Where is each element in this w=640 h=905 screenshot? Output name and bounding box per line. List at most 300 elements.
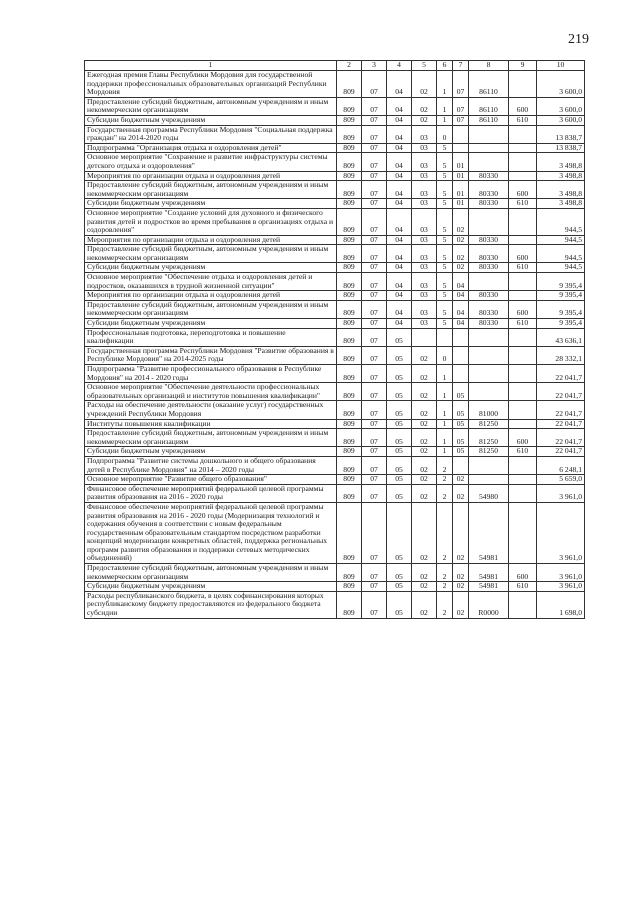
expense-type-code-cell: 600 <box>509 245 537 263</box>
expense-type-code-cell: 610 <box>509 582 537 592</box>
table-row <box>85 582 585 592</box>
target-item-code-cell <box>469 456 509 474</box>
expense-type-code-cell <box>509 328 537 346</box>
activity-code-cell: 01 <box>453 153 469 171</box>
row-name-cell: Профессиональная подготовка, переподготовка и повышение квалификации <box>85 328 337 346</box>
activity-code-cell: 01 <box>453 171 469 181</box>
target-item-code-cell <box>469 125 509 143</box>
amount-cell: 3 498,8 <box>537 199 585 209</box>
ministry-code-cell: 809 <box>337 153 362 171</box>
program-code-cell: 03 <box>412 319 437 329</box>
expense-type-code-cell: 610 <box>509 447 537 457</box>
amount-cell: 22 041,7 <box>537 419 585 429</box>
row-name-cell: Основное мероприятие "Сохранение и развитие инфраструктуры системы детского отдыха и оздоровления" <box>85 153 337 171</box>
expense-type-code-cell: 600 <box>509 564 537 582</box>
subprogram-code-cell: 1 <box>437 447 453 457</box>
amount-cell: 3 498,8 <box>537 171 585 181</box>
section-code-cell: 07 <box>362 273 387 291</box>
row-name-cell: Предоставление субсидий бюджетным, автономным учреждениям и иным некоммерческим организациям <box>85 300 337 318</box>
row-name-cell: Субсидии бюджетным учреждениям <box>85 199 337 209</box>
target-item-code-cell <box>469 383 509 401</box>
subprogram-code-cell: 5 <box>437 273 453 291</box>
subsection-code-cell: 04 <box>387 199 412 209</box>
subprogram-code-cell: 5 <box>437 263 453 273</box>
target-item-code-cell: 54981 <box>469 502 509 563</box>
program-code-cell <box>412 328 437 346</box>
section-code-cell: 07 <box>362 591 387 618</box>
section-code-cell: 07 <box>362 143 387 153</box>
program-code-cell: 02 <box>412 456 437 474</box>
target-item-code-cell: 86110 <box>469 115 509 125</box>
activity-code-cell: 05 <box>453 383 469 401</box>
expense-type-code-cell: 610 <box>509 199 537 209</box>
section-code-cell: 07 <box>362 115 387 125</box>
expense-type-code-cell: 610 <box>509 115 537 125</box>
section-code-cell: 07 <box>362 291 387 301</box>
subsection-code-cell: 05 <box>387 401 412 419</box>
table-row <box>85 502 585 563</box>
program-code-cell: 02 <box>412 346 437 364</box>
table-row <box>85 328 585 346</box>
activity-code-cell: 04 <box>453 319 469 329</box>
subsection-code-cell: 04 <box>387 171 412 181</box>
amount-cell: 944,5 <box>537 208 585 235</box>
program-code-cell: 02 <box>412 401 437 419</box>
activity-code-cell <box>453 143 469 153</box>
ministry-code-cell: 809 <box>337 429 362 447</box>
expense-type-code-cell <box>509 153 537 171</box>
activity-code-cell: 07 <box>453 115 469 125</box>
section-code-cell: 07 <box>362 319 387 329</box>
table-row <box>85 291 585 301</box>
target-item-code-cell <box>469 273 509 291</box>
activity-code-cell: 05 <box>453 429 469 447</box>
expense-type-code-cell <box>509 143 537 153</box>
ministry-code-cell: 809 <box>337 447 362 457</box>
subprogram-code-cell: 0 <box>437 125 453 143</box>
activity-code-cell: 07 <box>453 97 469 115</box>
expense-type-code-cell <box>509 475 537 485</box>
expense-type-code-cell: 600 <box>509 429 537 447</box>
ministry-code-cell: 809 <box>337 456 362 474</box>
subprogram-code-cell: 0 <box>437 346 453 364</box>
ministry-code-cell: 809 <box>337 235 362 245</box>
target-item-code-cell: 80330 <box>469 181 509 199</box>
program-code-cell: 02 <box>412 383 437 401</box>
subprogram-code-cell: 5 <box>437 291 453 301</box>
table-row <box>85 208 585 235</box>
expense-type-code-cell <box>509 208 537 235</box>
subsection-code-cell: 04 <box>387 235 412 245</box>
table-row <box>85 199 585 209</box>
subsection-code-cell: 05 <box>387 484 412 502</box>
amount-cell: 9 395,4 <box>537 273 585 291</box>
activity-code-cell: 04 <box>453 300 469 318</box>
target-item-code-cell: 86110 <box>469 97 509 115</box>
subsection-code-cell: 05 <box>387 591 412 618</box>
target-item-code-cell <box>469 153 509 171</box>
row-name-cell: Субсидии бюджетным учреждениям <box>85 263 337 273</box>
ministry-code-cell: 809 <box>337 401 362 419</box>
amount-cell: 13 838,7 <box>537 143 585 153</box>
row-name-cell: Субсидии бюджетным учреждениям <box>85 582 337 592</box>
column-header: 7 <box>453 61 469 71</box>
activity-code-cell: 02 <box>453 502 469 563</box>
program-code-cell: 03 <box>412 153 437 171</box>
subsection-code-cell: 05 <box>387 582 412 592</box>
amount-cell: 9 395,4 <box>537 300 585 318</box>
target-item-code-cell: 80330 <box>469 235 509 245</box>
row-name-cell: Мероприятия по организации отдыха и оздоровления детей <box>85 235 337 245</box>
program-code-cell: 02 <box>412 97 437 115</box>
ministry-code-cell: 809 <box>337 419 362 429</box>
subprogram-code-cell: 5 <box>437 319 453 329</box>
subsection-code-cell: 04 <box>387 319 412 329</box>
amount-cell: 43 636,1 <box>537 328 585 346</box>
row-name-cell: Мероприятия по организации отдыха и оздоровления детей <box>85 171 337 181</box>
activity-code-cell: 02 <box>453 208 469 235</box>
target-item-code-cell: 80330 <box>469 245 509 263</box>
ministry-code-cell: 809 <box>337 181 362 199</box>
expense-type-code-cell <box>509 456 537 474</box>
activity-code-cell <box>453 456 469 474</box>
table-row <box>85 401 585 419</box>
ministry-code-cell: 809 <box>337 383 362 401</box>
activity-code-cell: 02 <box>453 582 469 592</box>
expense-type-code-cell: 600 <box>509 181 537 199</box>
row-name-cell: Основное мероприятие "Создание условий для духовного и физического развития детей и подростков во время пребывания в организациях отдыха и оздоровления" <box>85 208 337 235</box>
expense-type-code-cell <box>509 383 537 401</box>
section-code-cell: 07 <box>362 447 387 457</box>
target-item-code-cell: 80330 <box>469 319 509 329</box>
ministry-code-cell: 809 <box>337 245 362 263</box>
header-row <box>85 61 585 71</box>
target-item-code-cell <box>469 475 509 485</box>
expense-type-code-cell: 610 <box>509 319 537 329</box>
subsection-code-cell: 04 <box>387 153 412 171</box>
ministry-code-cell: 809 <box>337 346 362 364</box>
section-code-cell: 07 <box>362 484 387 502</box>
target-item-code-cell <box>469 328 509 346</box>
expense-type-code-cell <box>509 401 537 419</box>
amount-cell: 22 041,7 <box>537 365 585 383</box>
table-row <box>85 71 585 98</box>
table-row <box>85 346 585 364</box>
amount-cell: 3 600,0 <box>537 71 585 98</box>
row-name-cell: Основное мероприятие "Обеспечение деятельности профессиональных образовательных организаций и институтов повышения квалификации" <box>85 383 337 401</box>
program-code-cell: 03 <box>412 273 437 291</box>
ministry-code-cell: 809 <box>337 273 362 291</box>
subprogram-code-cell <box>437 328 453 346</box>
program-code-cell: 03 <box>412 199 437 209</box>
amount-cell: 3 600,0 <box>537 97 585 115</box>
subsection-code-cell: 05 <box>387 383 412 401</box>
section-code-cell: 07 <box>362 125 387 143</box>
row-name-cell: Государственная программа Республики Мордовия "Социальная поддержка граждан" на 2014-2020 годы <box>85 125 337 143</box>
program-code-cell: 02 <box>412 115 437 125</box>
ministry-code-cell: 809 <box>337 199 362 209</box>
section-code-cell: 07 <box>362 235 387 245</box>
ministry-code-cell: 809 <box>337 591 362 618</box>
target-item-code-cell: R0000 <box>469 591 509 618</box>
section-code-cell: 07 <box>362 419 387 429</box>
subprogram-code-cell: 1 <box>437 365 453 383</box>
table-row <box>85 319 585 329</box>
target-item-code-cell: 54981 <box>469 564 509 582</box>
table-row <box>85 484 585 502</box>
row-name-cell: Субсидии бюджетным учреждениям <box>85 115 337 125</box>
target-item-code-cell: 54981 <box>469 582 509 592</box>
row-name-cell: Ежегодная премия Главы Республики Мордовия для государственной поддержки профессиональных образовательных организаций Республики Мордовия <box>85 71 337 98</box>
table-row <box>85 447 585 457</box>
section-code-cell: 07 <box>362 171 387 181</box>
amount-cell: 28 332,1 <box>537 346 585 364</box>
target-item-code-cell: 80330 <box>469 300 509 318</box>
program-code-cell: 02 <box>412 447 437 457</box>
section-code-cell: 07 <box>362 71 387 98</box>
activity-code-cell: 02 <box>453 484 469 502</box>
section-code-cell: 07 <box>362 263 387 273</box>
section-code-cell: 07 <box>362 429 387 447</box>
table-row <box>85 564 585 582</box>
target-item-code-cell: 81250 <box>469 429 509 447</box>
subprogram-code-cell: 5 <box>437 199 453 209</box>
subsection-code-cell: 04 <box>387 273 412 291</box>
section-code-cell: 07 <box>362 300 387 318</box>
table-row <box>85 383 585 401</box>
amount-cell: 5 659,0 <box>537 475 585 485</box>
target-item-code-cell: 80330 <box>469 199 509 209</box>
row-name-cell: Государственная программа Республики Мордовия "Развитие образования в Республике Мордовия" на 2014-2025 годы <box>85 346 337 364</box>
program-code-cell: 03 <box>412 245 437 263</box>
expense-type-code-cell <box>509 591 537 618</box>
expense-type-code-cell: 610 <box>509 263 537 273</box>
subprogram-code-cell: 2 <box>437 564 453 582</box>
activity-code-cell: 02 <box>453 263 469 273</box>
subprogram-code-cell: 2 <box>437 591 453 618</box>
subsection-code-cell: 05 <box>387 328 412 346</box>
ministry-code-cell: 809 <box>337 263 362 273</box>
subsection-code-cell: 04 <box>387 245 412 263</box>
expense-type-code-cell <box>509 235 537 245</box>
program-code-cell: 02 <box>412 475 437 485</box>
amount-cell: 22 041,7 <box>537 383 585 401</box>
section-code-cell: 07 <box>362 401 387 419</box>
amount-cell: 944,5 <box>537 263 585 273</box>
amount-cell: 22 041,7 <box>537 447 585 457</box>
program-code-cell: 03 <box>412 291 437 301</box>
program-code-cell: 02 <box>412 365 437 383</box>
subsection-code-cell: 04 <box>387 143 412 153</box>
subsection-code-cell: 04 <box>387 181 412 199</box>
row-name-cell: Предоставление субсидий бюджетным, автономным учреждениям и иным некоммерческим организациям <box>85 245 337 263</box>
expense-type-code-cell <box>509 71 537 98</box>
section-code-cell: 07 <box>362 181 387 199</box>
section-code-cell: 07 <box>362 456 387 474</box>
subsection-code-cell: 04 <box>387 208 412 235</box>
target-item-code-cell <box>469 143 509 153</box>
ministry-code-cell: 809 <box>337 97 362 115</box>
program-code-cell: 02 <box>412 71 437 98</box>
expense-type-code-cell <box>509 171 537 181</box>
table-row <box>85 475 585 485</box>
section-code-cell: 07 <box>362 208 387 235</box>
subprogram-code-cell: 5 <box>437 208 453 235</box>
activity-code-cell <box>453 125 469 143</box>
subprogram-code-cell: 1 <box>437 115 453 125</box>
ministry-code-cell: 809 <box>337 115 362 125</box>
ministry-code-cell: 809 <box>337 300 362 318</box>
ministry-code-cell: 809 <box>337 582 362 592</box>
program-code-cell: 02 <box>412 502 437 563</box>
program-code-cell: 03 <box>412 125 437 143</box>
activity-code-cell: 04 <box>453 291 469 301</box>
column-header: 2 <box>337 61 362 71</box>
amount-cell: 9 395,4 <box>537 291 585 301</box>
activity-code-cell: 05 <box>453 419 469 429</box>
target-item-code-cell: 80330 <box>469 263 509 273</box>
section-code-cell: 07 <box>362 199 387 209</box>
row-name-cell: Предоставление субсидий бюджетным, автономным учреждениям и иным некоммерческим организациям <box>85 429 337 447</box>
expense-type-code-cell <box>509 365 537 383</box>
amount-cell: 22 041,7 <box>537 401 585 419</box>
program-code-cell: 03 <box>412 235 437 245</box>
expense-type-code-cell <box>509 125 537 143</box>
program-code-cell: 02 <box>412 591 437 618</box>
row-name-cell: Предоставление субсидий бюджетным, автономным учреждениям и иным некоммерческим организациям <box>85 181 337 199</box>
amount-cell: 3 961,0 <box>537 564 585 582</box>
activity-code-cell: 02 <box>453 591 469 618</box>
table-row <box>85 125 585 143</box>
row-name-cell: Подпрограмма "Развитие профессионального образования в Республике Мордовия" на 2014 - 2020 годы <box>85 365 337 383</box>
page-number: 219 <box>568 32 589 47</box>
row-name-cell: Субсидии бюджетным учреждениям <box>85 447 337 457</box>
subprogram-code-cell: 1 <box>437 419 453 429</box>
activity-code-cell: 01 <box>453 181 469 199</box>
program-code-cell: 03 <box>412 208 437 235</box>
amount-cell: 9 395,4 <box>537 319 585 329</box>
subsection-code-cell: 05 <box>387 475 412 485</box>
amount-cell: 944,5 <box>537 245 585 263</box>
target-item-code-cell: 81000 <box>469 401 509 419</box>
ministry-code-cell: 809 <box>337 71 362 98</box>
expense-type-code-cell <box>509 502 537 563</box>
subprogram-code-cell: 2 <box>437 484 453 502</box>
amount-cell: 3 600,0 <box>537 115 585 125</box>
subprogram-code-cell: 1 <box>437 383 453 401</box>
subprogram-code-cell: 5 <box>437 171 453 181</box>
program-code-cell: 02 <box>412 484 437 502</box>
section-code-cell: 07 <box>362 502 387 563</box>
program-code-cell: 03 <box>412 143 437 153</box>
section-code-cell: 07 <box>362 582 387 592</box>
table-row <box>85 245 585 263</box>
subprogram-code-cell: 2 <box>437 456 453 474</box>
activity-code-cell: 01 <box>453 199 469 209</box>
column-header: 1 <box>85 61 337 71</box>
section-code-cell: 07 <box>362 383 387 401</box>
row-name-cell: Расходы республиканского бюджета, в целях софинансирования которых республиканскому бюджету предоставляются из федерального бюджета субсидии <box>85 591 337 618</box>
table-row <box>85 115 585 125</box>
subsection-code-cell: 04 <box>387 125 412 143</box>
row-name-cell: Подпрограмма "Организация отдыха и оздоровления детей" <box>85 143 337 153</box>
subprogram-code-cell: 1 <box>437 97 453 115</box>
amount-cell: 3 961,0 <box>537 484 585 502</box>
ministry-code-cell: 809 <box>337 564 362 582</box>
program-code-cell: 03 <box>412 300 437 318</box>
target-item-code-cell: 81250 <box>469 419 509 429</box>
program-code-cell: 02 <box>412 564 437 582</box>
ministry-code-cell: 809 <box>337 171 362 181</box>
table-row <box>85 97 585 115</box>
row-name-cell: Мероприятия по организации отдыха и оздоровления детей <box>85 291 337 301</box>
expense-type-code-cell: 600 <box>509 97 537 115</box>
ministry-code-cell: 809 <box>337 291 362 301</box>
activity-code-cell: 04 <box>453 273 469 291</box>
subsection-code-cell: 05 <box>387 456 412 474</box>
subprogram-code-cell: 5 <box>437 245 453 263</box>
subsection-code-cell: 04 <box>387 291 412 301</box>
amount-cell: 944,5 <box>537 235 585 245</box>
target-item-code-cell: 80330 <box>469 291 509 301</box>
amount-cell: 1 698,0 <box>537 591 585 618</box>
activity-code-cell: 07 <box>453 71 469 98</box>
subsection-code-cell: 05 <box>387 346 412 364</box>
subprogram-code-cell: 5 <box>437 143 453 153</box>
activity-code-cell <box>453 346 469 364</box>
table-row <box>85 181 585 199</box>
subprogram-code-cell: 1 <box>437 429 453 447</box>
amount-cell: 3 498,8 <box>537 181 585 199</box>
column-header: 10 <box>537 61 585 71</box>
subprogram-code-cell: 1 <box>437 401 453 419</box>
expense-type-code-cell <box>509 419 537 429</box>
activity-code-cell: 05 <box>453 447 469 457</box>
section-code-cell: 07 <box>362 475 387 485</box>
subsection-code-cell: 05 <box>387 365 412 383</box>
subsection-code-cell: 05 <box>387 564 412 582</box>
row-name-cell: Предоставление субсидий бюджетным, автономным учреждениям и иным некоммерческим организациям <box>85 97 337 115</box>
activity-code-cell: 02 <box>453 245 469 263</box>
target-item-code-cell <box>469 365 509 383</box>
row-name-cell: Финансовое обеспечение мероприятий федеральной целевой программы развития образования на 2016 - 2020 годы <box>85 484 337 502</box>
row-name-cell: Подпрограмма "Развитие системы дошкольного и общего образования детей в Республике Мордовия" на 2014 – 2020 годы <box>85 456 337 474</box>
column-header: 3 <box>362 61 387 71</box>
subprogram-code-cell: 2 <box>437 502 453 563</box>
section-code-cell: 07 <box>362 153 387 171</box>
ministry-code-cell: 809 <box>337 365 362 383</box>
table-row <box>85 429 585 447</box>
table-row <box>85 456 585 474</box>
ministry-code-cell: 809 <box>337 484 362 502</box>
subsection-code-cell: 05 <box>387 502 412 563</box>
program-code-cell: 02 <box>412 419 437 429</box>
expense-type-code-cell <box>509 346 537 364</box>
ministry-code-cell: 809 <box>337 143 362 153</box>
expense-type-code-cell <box>509 484 537 502</box>
amount-cell: 3 961,0 <box>537 502 585 563</box>
program-code-cell: 02 <box>412 429 437 447</box>
table-row <box>85 591 585 618</box>
program-code-cell: 03 <box>412 181 437 199</box>
activity-code-cell: 02 <box>453 564 469 582</box>
subsection-code-cell: 04 <box>387 115 412 125</box>
column-header: 5 <box>412 61 437 71</box>
column-header: 4 <box>387 61 412 71</box>
activity-code-cell: 05 <box>453 401 469 419</box>
amount-cell: 6 248,1 <box>537 456 585 474</box>
section-code-cell: 07 <box>362 564 387 582</box>
